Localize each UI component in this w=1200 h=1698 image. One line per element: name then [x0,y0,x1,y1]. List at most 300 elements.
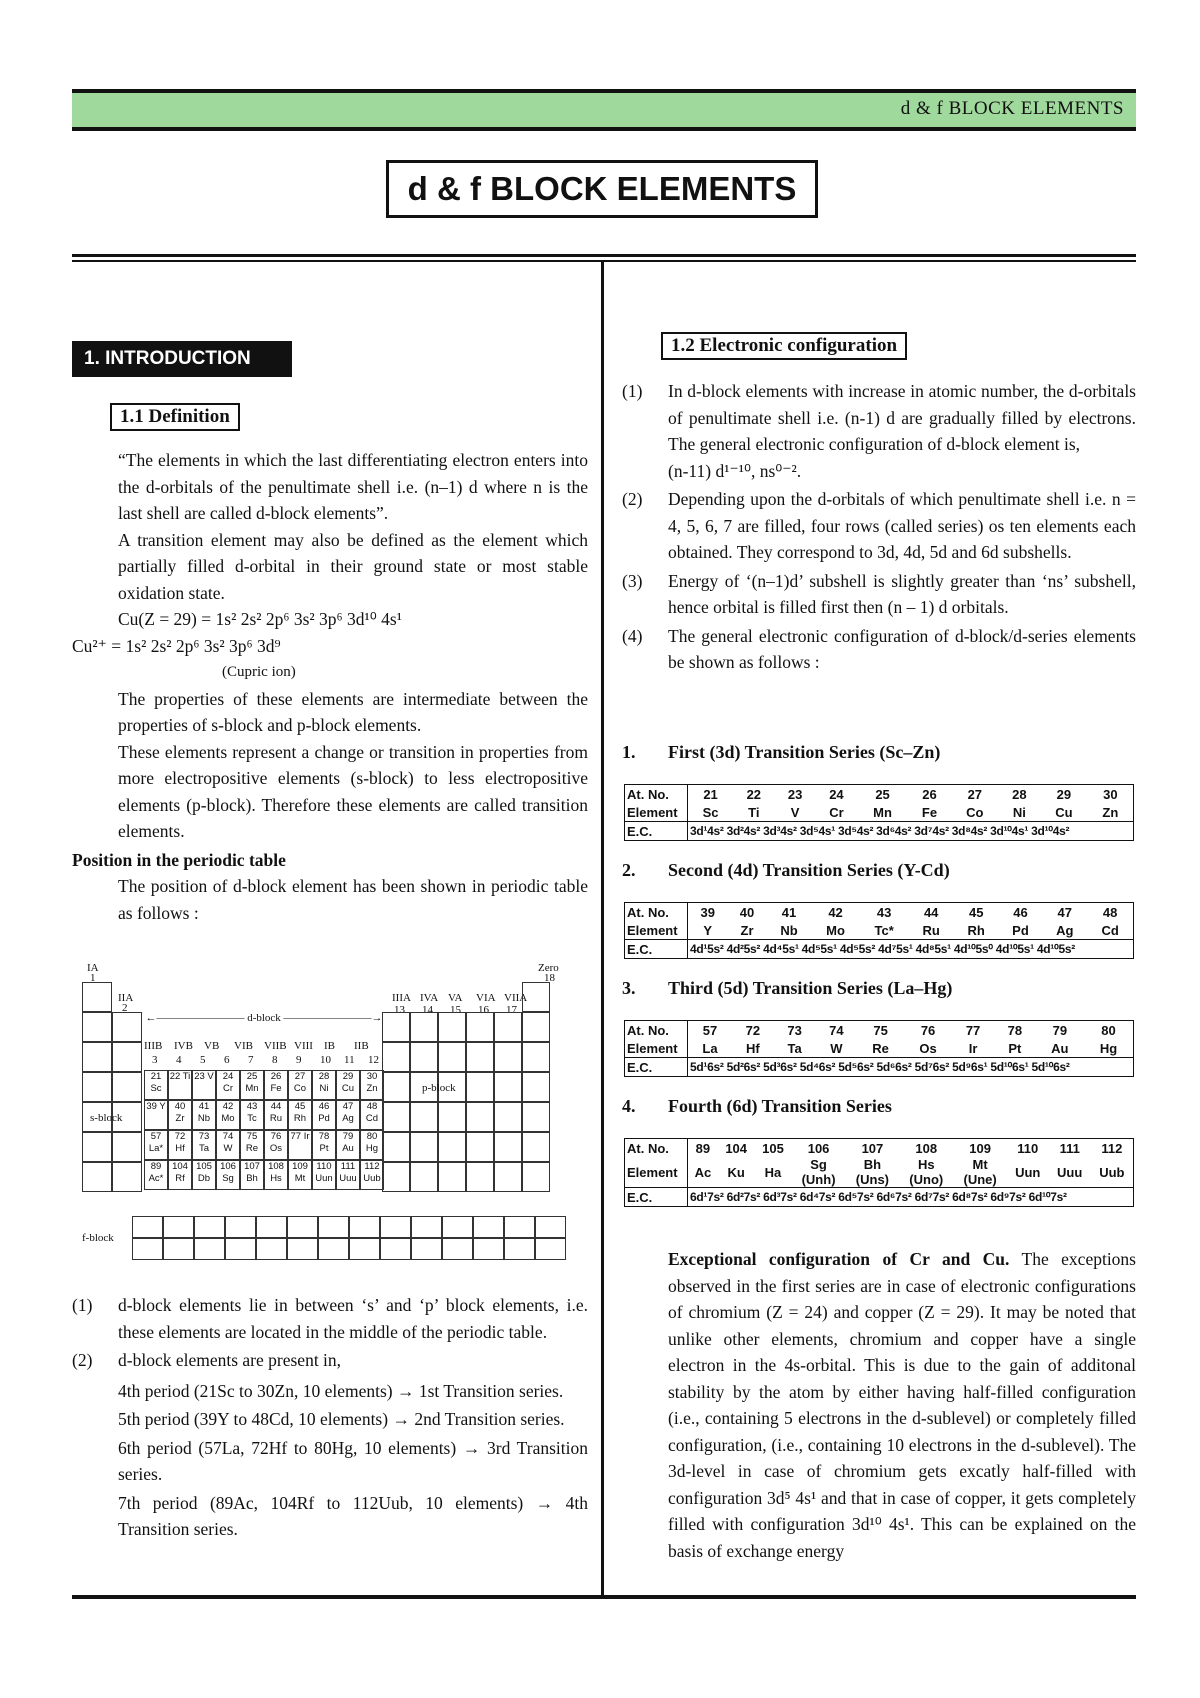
element-cell: 30 Zn [360,1070,384,1100]
atomic-number-cell: 74 [816,1021,858,1040]
element-cell: Tc* [874,922,894,938]
atomic-number-cell: 80 [1084,1021,1134,1040]
column-divider [601,260,604,1595]
p-block-cell [410,1012,438,1042]
group-label: Zero [538,962,559,974]
atomic-number-cell: 76 [904,1021,952,1040]
subsection-definition: 1.1 Definition [110,403,240,431]
atomic-number-cell: 44 [909,903,954,922]
row-label: At. No. [625,1021,688,1040]
series-title: Second (4d) Transition Series (Y-Cd) [668,860,950,880]
p-block-cell [382,1072,410,1102]
f-block-cell [194,1216,225,1238]
atomic-number-cell: 41 [766,903,811,922]
element-cell: Zn [1088,803,1134,822]
element-cell: 22 Ti [168,1070,192,1100]
subgroup-number: 10 [320,1054,331,1066]
subgroup-number: 3 [152,1054,158,1066]
atomic-number-cell: 104 [718,1139,755,1158]
series-number: 3. [622,978,636,998]
electronic-config-cell: 3d¹4s² 3d²4s² 3d³4s² 3d⁵4s¹ 3d⁵4s² 3d⁶4s² 3d⁷4s² 3d⁸4s² 3d¹⁰4s¹ 3d¹⁰4s² [688,822,1134,841]
s-block-cell [82,1132,112,1162]
p-block-cell [410,1042,438,1072]
f-block-cell [535,1238,566,1260]
series-heading [622,742,1136,763]
element-cell: Bh (Uns) [855,1157,890,1187]
atomic-number-cell: 78 [994,1021,1036,1040]
general-config: (n-11) d¹⁻¹⁰, ns⁰⁻². [668,460,802,481]
element-alt-name: (Uns) [855,1172,890,1187]
element-cell: Sg (Unh) [801,1157,836,1187]
s-block-cell [82,1162,112,1192]
p-block-cell [438,1042,466,1072]
element-cell: Au [1051,1040,1069,1056]
atomic-number-cell: 75 [857,1021,904,1040]
atomic-number-cell: 112 [1091,1139,1134,1158]
element-cell: 43 Tc [240,1100,264,1130]
element-cell: Cu [1055,804,1073,820]
row-label: At. No. [625,1139,688,1158]
p-block-cell [382,1042,410,1072]
title-rule-1 [72,254,1136,257]
element-cell: 48 Cd [360,1100,384,1130]
atomic-number-cell: 72 [732,1021,774,1040]
subgroup-label: IVB [174,1040,193,1052]
p-block-cell [382,1012,410,1042]
series-table [624,1138,1134,1207]
s-block-cell [112,1132,142,1162]
element-alt-name: (Une) [963,1172,997,1187]
f-block-cell [194,1238,225,1260]
atomic-number-cell: 79 [1036,1021,1084,1040]
group-label: VA [448,992,463,1004]
periodic-table-figure [82,962,580,1258]
left-column-list [72,1292,588,1543]
element-cell: Uun [1015,1164,1041,1180]
p-block-cell [522,1102,550,1132]
group-label: 2 [122,1002,128,1014]
subgroup-label: IB [324,1040,335,1052]
s-block-cell [112,1162,142,1192]
series-heading [622,978,1136,999]
p-block-cell [522,1042,550,1072]
cu-configuration: Cu(Z = 29) = 1s² 2s² 2p⁶ 3s² 3p⁶ 3d¹⁰ 4s¹ [118,609,402,629]
element-cell: 21 Sc [144,1070,168,1100]
s-block-cell [112,1012,142,1042]
atomic-number-cell: 48 [1087,903,1133,922]
p-block-cell [522,1162,550,1192]
p-block-label: p-block [422,1082,456,1094]
p-block-cell [466,1162,494,1192]
p-block-cell [410,1162,438,1192]
atomic-number-cell: 25 [857,785,908,804]
element-cell: 78 Pt [312,1130,336,1160]
atomic-number-cell: 110 [1007,1139,1049,1158]
f-block-cell [442,1238,473,1260]
p-block-cell [494,1072,522,1102]
atomic-number-cell: 108 [899,1139,953,1158]
row-label: Element [625,921,688,940]
p-block-cell [494,1102,522,1132]
cupric-ion-label: (Cupric ion) [222,664,296,680]
element-cell: Zr [740,922,754,938]
series-heading [622,1096,1136,1117]
element-cell: Ta [787,1040,802,1056]
element-cell: 23 V [192,1070,216,1100]
element-cell: Co [966,804,984,820]
element-cell: 40 Zr [168,1100,192,1130]
subgroup-number: 9 [296,1054,302,1066]
element-cell: Hf [746,1040,760,1056]
group-label: IIA [118,992,134,1004]
f-block-cell [535,1216,566,1238]
row-label: E.C. [625,1058,688,1077]
f-block-cell [349,1238,380,1260]
p-block-cell [438,1132,466,1162]
subgroup-label: VIIB [264,1040,287,1052]
element-cell: 73 Ta [192,1130,216,1160]
group-label: IVA [420,992,439,1004]
atomic-number-cell: 29 [1040,785,1088,804]
transition-definition: A transition element may also be defined as the element which partially filled d-orbital in their ground state or most stable oxidation state. [118,529,588,603]
p-block-cell [494,1042,522,1072]
footer-rule [72,1595,1136,1599]
subgroup-number: 7 [248,1054,254,1066]
element-cell: 47 Ag [336,1100,360,1130]
element-cell: 110 Uun [312,1160,336,1190]
subgroup-number: 12 [368,1054,379,1066]
element-cell: Pt [1008,1040,1022,1056]
atomic-number-cell: 111 [1049,1139,1091,1158]
f-block-cell [349,1216,380,1238]
element-cell: 112 Uub [360,1160,384,1190]
f-block-cell [318,1238,349,1260]
s-block-cell [82,1042,112,1072]
atomic-number-cell: 57 [688,1021,732,1040]
element-cell: 42 Mo [216,1100,240,1130]
p-block-cell [494,1162,522,1192]
element-cell: 89 Ac* [144,1160,168,1190]
f-block-label: f-block [82,1232,114,1244]
element-cell: W [830,1040,843,1056]
element-cell: Ac [694,1164,712,1180]
subsection-electronic-configuration: 1.2 Electronic configuration [661,332,907,360]
element-cell: 77 Ir [288,1130,312,1160]
row-label: Element [625,803,688,822]
f-block-cell [163,1238,194,1260]
p-block-cell [522,1072,550,1102]
element-cell: Y [703,922,713,938]
element-cell: Cr [829,804,844,820]
element-cell: Ti [748,804,760,820]
definition-paragraph: “The elements in which the last differentiating electron enters into the d-orbitals of the penultimate shell i.e. (n–1) d where n is the last shell are called d-block elements”. [118,450,588,523]
element-cell: Mn [873,804,892,820]
element-cell: 39 Y [144,1100,168,1130]
p-block-cell [494,1012,522,1042]
element-cell: 104 Rf [168,1160,192,1190]
s-block-cell [82,982,112,1012]
s-block-cell [82,1012,112,1042]
position-text: The position of d-block element has been shown in periodic table as follows : [118,876,588,923]
row-label: At. No. [625,903,688,922]
subgroup-number: 8 [272,1054,278,1066]
element-cell: 28 Ni [312,1070,336,1100]
element-cell: Cd [1087,921,1133,940]
row-label: E.C. [625,1188,688,1207]
atomic-number-cell: 28 [999,785,1040,804]
element-cell: Os [919,1040,937,1056]
element-cell: 72 Hf [168,1130,192,1160]
atomic-number-cell: 46 [999,903,1043,922]
element-cell: 29 Cu [336,1070,360,1100]
subgroup-label: VIB [234,1040,253,1052]
atomic-number-cell: 77 [952,1021,994,1040]
p-block-cell [382,1132,410,1162]
element-cell: Ir [968,1040,978,1056]
element-cell: Ag [1056,922,1074,938]
element-cell: Mt (Une) [963,1157,997,1187]
p-block-cell [382,1102,410,1132]
element-cell: Re [872,1040,889,1056]
atomic-number-cell: 105 [755,1139,792,1158]
atomic-number-cell: 89 [688,1139,718,1158]
title-rule-2 [72,260,1136,262]
position-heading: Position in the periodic table [72,849,286,870]
list-item: (2) d-block elements are present in, [72,1350,342,1370]
element-cell: 74 W [216,1130,240,1160]
atomic-number-cell: 43 [860,903,909,922]
subgroup-number: 5 [200,1054,206,1066]
group-label: 16 [478,1004,489,1016]
electronic-config-cell: 4d¹5s² 4d²5s² 4d⁴5s¹ 4d⁵5s¹ 4d⁵5s² 4d⁷5s¹ 4d⁸5s¹ 4d¹⁰5s⁰ 4d¹⁰5s¹ 4d¹⁰5s² [688,940,1134,959]
element-cell: 108 Hs [264,1160,288,1190]
p-block-cell [466,1102,494,1132]
group-label: 15 [450,1004,461,1016]
group-label: 14 [422,1004,433,1016]
electronic-config-cell: 6d¹7s² 6d²7s² 6d³7s² 6d⁴7s² 6d⁵7s² 6d⁶7s² 6d⁷7s² 6d⁸7s² 6d⁹7s² 6d¹⁰7s² [688,1188,1134,1207]
p-block-cell [466,1012,494,1042]
group-label: 13 [394,1004,405,1016]
element-cell: Uuu [1057,1164,1083,1180]
element-cell: Ni [1012,804,1026,820]
element-cell: 106 Sg [216,1160,240,1190]
element-cell: Ru [922,922,940,938]
f-block-cell [411,1238,442,1260]
f-block-cell [380,1216,411,1238]
element-cell: 111 Uuu [336,1160,360,1190]
element-cell: V [790,804,800,820]
p-block-cell [494,1132,522,1162]
p-block-cell [466,1072,494,1102]
period-line-5: 5th period (39Y to 48Cd, 10 elements) → 2nd Transition series. [118,1409,565,1429]
period-line-4: 4th period (21Sc to 30Zn, 10 elements) → 1st Transition series. [118,1380,564,1401]
electronic-config-cell: 5d¹6s² 5d²6s² 5d³6s² 5d⁴6s² 5d⁵6s² 5d⁶6s² 5d⁷6s² 5d⁹6s¹ 5d¹⁰6s¹ 5d¹⁰6s² [688,1058,1134,1077]
group-label: 17 [506,1004,517,1016]
p-block-cell [438,1102,466,1132]
s-block-label: s-block [90,1112,123,1124]
element-cell: 80 Hg [360,1130,384,1160]
list-item: (1) In d-block elements with increase in atomic number, the d-orbitals of penultimate shell i.e. (n-1) d are gradually filled by electrons. The general electronic configuration of d-block element is, [622,381,1136,454]
atomic-number-cell: 45 [954,903,999,922]
group-label: 1 [90,972,96,984]
f-block-cell [380,1238,411,1260]
transition-paragraph: These elements represent a change or transition in properties from more electropositive elements (s-block) to less electropositive elements (p-block). Therefore these elements are called transition elements. [118,741,588,841]
atomic-number-cell: 23 [774,785,815,804]
exceptional-text: The exceptions observed in the first series are in case of electronic configurations of chromium (Z = 24) and copper (Z = 29). It may be noted that unlike other elements, chromium and copper have a single electron in the 4s-orbital. This is due to the gain of additonal stability by the atom by either having half-filled configuration (i.e., containing 5 electrons in the d-sublevel) or completely filled configuration, (i.e., containing 10 electrons in the d-sublevel). The 3d-level in case of chromium gets excatly half-filled with configuration 3d⁵ 4s¹ and that in case of copper, it gets completely filled with configuration 3d¹⁰ 4s¹. This can be explained on the basis of exchange energy [668,1249,1136,1561]
f-block-cell [132,1216,163,1238]
element-cell: 41 Nb [192,1100,216,1130]
atomic-number-cell: 24 [816,785,857,804]
element-cell: Hs (Uno) [909,1157,944,1187]
header-bottom-rule [72,127,1136,131]
f-block-cell [442,1216,473,1238]
subgroup-number: 6 [224,1054,230,1066]
f-block-cell [411,1216,442,1238]
series-number: 2. [622,860,636,880]
series-number: 4. [622,1096,636,1116]
properties-paragraph: The properties of these elements are intermediate between the properties of s-block and p-block elements. [118,688,588,735]
element-cell: 109 Mt [288,1160,312,1190]
atomic-number-cell: 39 [688,903,728,922]
group-label: IA [87,962,99,974]
f-block-cell [287,1216,318,1238]
p-block-cell [522,1132,550,1162]
group-label: 18 [544,972,555,984]
series-heading [622,860,1136,881]
atomic-number-cell: 107 [846,1139,899,1158]
f-block-cell [473,1238,504,1260]
f-block-cell [287,1238,318,1260]
atomic-number-cell: 27 [951,785,999,804]
row-label: Element [625,1157,688,1188]
f-block-cell [225,1216,256,1238]
element-alt-name: (Uno) [909,1172,944,1187]
element-cell: 46 Pd [312,1100,336,1130]
element-cell: Nb [780,922,798,938]
element-cell: 26 Fe [264,1070,288,1100]
element-cell: 44 Ru [264,1100,288,1130]
left-column-text [72,447,588,926]
row-label: Element [625,1039,688,1058]
element-cell: Hg [1084,1039,1134,1058]
p-block-cell [382,1162,410,1192]
subgroup-label: IIIB [144,1040,163,1052]
series-title: First (3d) Transition Series (Sc–Zn) [668,742,941,762]
f-block-cell [318,1216,349,1238]
page-title: d & f BLOCK ELEMENTS [386,160,818,218]
exceptional-heading: Exceptional configuration of Cr and Cu. [668,1249,1010,1269]
f-block-cell [256,1238,287,1260]
element-cell: 75 Re [240,1130,264,1160]
element-cell: 76 Os [264,1130,288,1160]
element-cell: La [702,1040,718,1056]
row-label: At. No. [625,785,688,804]
row-label: E.C. [625,940,688,959]
f-block-cell [132,1238,163,1260]
cu2-configuration: Cu²⁺ = 1s² 2s² 2p⁶ 3s² 3p⁶ 3d⁹ [72,635,281,656]
element-cell: 57 La* [144,1130,168,1160]
p-block-cell [522,1012,550,1042]
series-table [624,902,1134,959]
list-item: (4) The general electronic configuration of d-block/d-series elements be shown as follows : [622,625,1136,672]
subgroup-number: 11 [344,1054,355,1066]
p-block-cell [438,1012,466,1042]
element-cell: Ha [764,1164,782,1180]
p-block-cell [466,1042,494,1072]
p-block-cell [466,1132,494,1162]
series-number: 1. [622,742,636,762]
series-title: Fourth (6d) Transition Series [668,1096,892,1116]
running-title: d & f BLOCK ELEMENTS [900,98,1124,119]
atomic-number-cell: 30 [1088,785,1134,804]
p-block-cell [522,982,550,1012]
element-cell: 105 Db [192,1160,216,1190]
element-cell: 45 Rh [288,1100,312,1130]
atomic-number-cell: 40 [728,903,767,922]
s-block-cell [112,1042,142,1072]
f-block-cell [473,1216,504,1238]
atomic-number-cell: 109 [953,1139,1006,1158]
row-label: E.C. [625,822,688,841]
period-line-7: 7th period (89Ac, 104Rf to 112Uub, 10 elements) → 4th Transition series. [118,1492,588,1539]
right-column-text [622,378,1136,676]
list-item: (3) Energy of ‘(n–1)d’ subshell is slightly greater than ‘ns’ subshell, hence orbital is filled first then (n – 1) d orbitals. [622,570,1136,617]
f-block-cell [504,1238,535,1260]
f-block-cell [504,1216,535,1238]
period-line-6: 6th period (57La, 72Hf to 80Hg, 10 elements) → 3rd Transition series. [118,1437,588,1484]
subgroup-label: VB [204,1040,220,1052]
element-cell: Fe [921,804,938,820]
element-cell: 24 Cr [216,1070,240,1100]
element-cell: Uub [1091,1157,1134,1188]
f-block-cell [225,1238,256,1260]
p-block-cell [438,1162,466,1192]
element-cell: Ku [727,1164,745,1180]
group-label: IIIA [392,992,411,1004]
element-alt-name: (Unh) [801,1172,836,1187]
atomic-number-cell: 21 [688,785,734,804]
element-cell: Rh [967,922,985,938]
element-cell: 27 Co [288,1070,312,1100]
s-block-cell [112,1072,142,1102]
element-cell: Pd [1012,922,1029,938]
group-label: VIA [476,992,496,1004]
element-cell: 25 Mn [240,1070,264,1100]
list-item: (2) Depending upon the d-orbitals of which penultimate shell i.e. n = 4, 5, 6, 7 are filled, four rows (called series) os ten elements each obtained. They correspond to 3d, 4d, 5d and 6d subshells. [622,489,1136,562]
s-block-cell [82,1072,112,1102]
element-cell: Sc [702,804,719,820]
subgroup-label: IIB [354,1040,369,1052]
exceptional-configuration [668,1246,1136,1564]
atomic-number-cell: 26 [908,785,951,804]
series-title: Third (5d) Transition Series (La–Hg) [668,978,953,998]
atomic-number-cell: 47 [1042,903,1087,922]
f-block-cell [163,1216,194,1238]
f-block-cell [256,1216,287,1238]
atomic-number-cell: 106 [791,1139,845,1158]
element-cell: 79 Au [336,1130,360,1160]
p-block-cell [410,1102,438,1132]
atomic-number-cell: 42 [812,903,860,922]
series-table [624,1020,1134,1077]
element-cell: Mo [826,922,845,938]
subgroup-label: VIII [294,1040,313,1052]
element-cell: 107 Bh [240,1160,264,1190]
atomic-number-cell: 73 [774,1021,816,1040]
list-item: (1) d-block elements lie in between ‘s’ and ‘p’ block elements, i.e. these elements are located in the middle of the periodic table. [72,1295,588,1342]
section-heading-introduction: 1. INTRODUCTION [72,341,292,377]
series-table [624,784,1134,841]
